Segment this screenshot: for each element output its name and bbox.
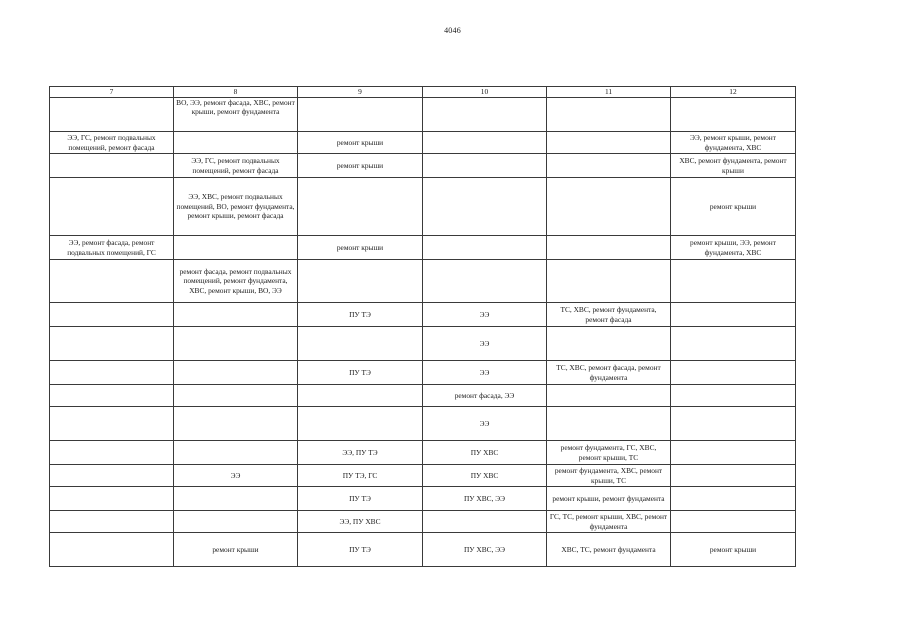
table-cell: ремонт крыши, ЭЭ, ремонт фундамента, ХВС	[671, 236, 796, 260]
table-cell: ТС, ХВС, ремонт фундамента, ремонт фасада	[547, 303, 671, 327]
table-cell	[423, 236, 547, 260]
table-cell: ремонт фасада, ЭЭ	[423, 385, 547, 407]
table-cell: ТС, ХВС, ремонт фасада, ремонт фундамента	[547, 361, 671, 385]
table-cell	[50, 178, 174, 236]
table-cell: ЭЭ, ремонт крыши, ремонт фундамента, ХВС	[671, 132, 796, 154]
table-cell: ЭЭ, ХВС, ремонт подвальных помещений, ВО, ремонт фундамента, ремонт крыши, ремонт фасада	[174, 178, 298, 236]
table-cell	[547, 236, 671, 260]
table-cell: ЭЭ	[423, 361, 547, 385]
table-cell	[50, 98, 174, 132]
table-cell: ЭЭ	[423, 303, 547, 327]
table-cell: ХВС, ТС, ремонт фундамента	[547, 533, 671, 567]
table-row	[50, 407, 796, 441]
table-cell: ремонт фундамента, ХВС, ремонт крыши, ТС	[547, 465, 671, 487]
column-header: 10	[423, 87, 547, 98]
table-cell	[174, 132, 298, 154]
table-cell	[174, 361, 298, 385]
table-cell: ЭЭ	[423, 327, 547, 361]
table-cell	[671, 260, 796, 303]
table-cell	[298, 260, 423, 303]
table-cell	[50, 407, 174, 441]
table-cell	[174, 441, 298, 465]
table-cell: ремонт фундамента, ГС, ХВС, ремонт крыши, ТС	[547, 441, 671, 465]
table-cell	[50, 260, 174, 303]
table-cell	[423, 98, 547, 132]
table-cell	[671, 511, 796, 533]
table-row	[50, 303, 796, 327]
table-cell: ПУ ХВС	[423, 465, 547, 487]
table-row	[50, 465, 796, 487]
table-cell: ЭЭ, ПУ ТЭ	[298, 441, 423, 465]
table-cell: ремонт крыши	[298, 236, 423, 260]
table-cell	[174, 303, 298, 327]
table-cell	[298, 385, 423, 407]
table-cell	[50, 511, 174, 533]
table-cell: ремонт крыши	[174, 533, 298, 567]
table-cell	[174, 385, 298, 407]
table-row	[50, 236, 796, 260]
table-cell: ремонт фасада, ремонт подвальных помещений, ремонт фундамента, ХВС, ремонт крыши, ВО, ЭЭ	[174, 260, 298, 303]
table-body	[50, 98, 796, 567]
table-cell	[671, 98, 796, 132]
table-cell	[671, 361, 796, 385]
table-cell	[298, 98, 423, 132]
table-cell: ПУ ХВС, ЭЭ	[423, 487, 547, 511]
table-cell	[547, 260, 671, 303]
table-cell	[671, 385, 796, 407]
table-row	[50, 385, 796, 407]
table-row	[50, 487, 796, 511]
table-cell	[423, 511, 547, 533]
table-cell: ЭЭ, ремонт фасада, ремонт подвальных помещений, ГС	[50, 236, 174, 260]
table-cell	[671, 487, 796, 511]
table-cell: ЭЭ, ГС, ремонт подвальных помещений, ремонт фасада	[50, 132, 174, 154]
table-cell	[50, 327, 174, 361]
table-cell	[50, 385, 174, 407]
table-cell	[298, 327, 423, 361]
column-header: 11	[547, 87, 671, 98]
column-header: 7	[50, 87, 174, 98]
table-cell	[547, 178, 671, 236]
table-row	[50, 132, 796, 154]
table-cell: ремонт крыши	[298, 154, 423, 178]
table-cell	[671, 465, 796, 487]
table-cell: ЭЭ	[423, 407, 547, 441]
table-cell: ЭЭ, ГС, ремонт подвальных помещений, ремонт фасада	[174, 154, 298, 178]
table-cell	[174, 487, 298, 511]
table-cell	[671, 407, 796, 441]
table-cell: ПУ ТЭ	[298, 533, 423, 567]
table-cell: ПУ ТЭ	[298, 361, 423, 385]
table-row	[50, 441, 796, 465]
table-cell	[423, 154, 547, 178]
table-cell	[174, 511, 298, 533]
table-cell: ГС, ТС, ремонт крыши, ХВС, ремонт фундамента	[547, 511, 671, 533]
table-cell: ПУ ТЭ	[298, 487, 423, 511]
table-cell	[50, 465, 174, 487]
table-cell	[50, 303, 174, 327]
table-cell	[50, 441, 174, 465]
table-cell: ПУ ХВС	[423, 441, 547, 465]
table-cell	[50, 154, 174, 178]
table-cell	[547, 407, 671, 441]
table-cell	[423, 132, 547, 154]
table-cell: ВО, ЭЭ, ремонт фасада, ХВС, ремонт крыши, ремонт фундамента	[174, 98, 298, 132]
table-cell: ПУ ТЭ, ГС	[298, 465, 423, 487]
header-row	[50, 87, 796, 98]
table-header	[50, 87, 796, 98]
table-cell: ремонт крыши, ремонт фундамента	[547, 487, 671, 511]
table-row	[50, 511, 796, 533]
table-cell: ХВС, ремонт фундамента, ремонт крыши	[671, 154, 796, 178]
table-cell	[547, 98, 671, 132]
table-cell	[671, 441, 796, 465]
column-header: 12	[671, 87, 796, 98]
table-cell	[547, 327, 671, 361]
table-cell: ЭЭ	[174, 465, 298, 487]
page-number: 4046	[444, 26, 461, 35]
table-cell: ремонт крыши	[298, 132, 423, 154]
column-header: 9	[298, 87, 423, 98]
column-header: 8	[174, 87, 298, 98]
table-row	[50, 533, 796, 567]
table-cell	[298, 407, 423, 441]
table-cell	[50, 533, 174, 567]
table-cell	[50, 361, 174, 385]
table-cell: ПУ ТЭ	[298, 303, 423, 327]
table-row	[50, 98, 796, 132]
table-cell: ремонт крыши	[671, 178, 796, 236]
table-row	[50, 260, 796, 303]
table-cell	[423, 178, 547, 236]
data-table	[49, 86, 796, 567]
table-row	[50, 154, 796, 178]
table-cell	[174, 407, 298, 441]
table-cell: ПУ ХВС, ЭЭ	[423, 533, 547, 567]
table-cell	[671, 327, 796, 361]
table-cell	[671, 303, 796, 327]
table-cell: ремонт крыши	[671, 533, 796, 567]
table-cell	[423, 260, 547, 303]
table-cell	[174, 236, 298, 260]
table-cell	[547, 154, 671, 178]
table-cell	[547, 385, 671, 407]
table-cell	[174, 327, 298, 361]
table-cell	[298, 178, 423, 236]
table-row	[50, 178, 796, 236]
table-cell	[50, 487, 174, 511]
table-row	[50, 361, 796, 385]
table-row	[50, 327, 796, 361]
table-cell: ЭЭ, ПУ ХВС	[298, 511, 423, 533]
table-cell	[547, 132, 671, 154]
